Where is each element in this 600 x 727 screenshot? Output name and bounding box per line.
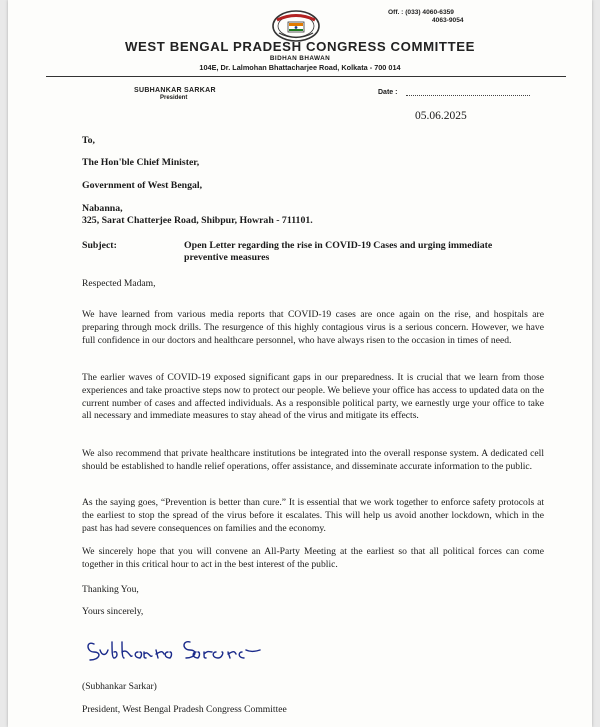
body-paragraph-1: We have learned from various media reports that COVID-19 cases are once again on the rise, and hospitals are preparing through mock drills. The resurgence of this highly contagious virus is a serious concern. However, we have full confidence in our doctors and healthcare personnel, who have always risen to the occasion in times of need.: [82, 309, 544, 346]
signer-name: (Subhankar Sarkar): [82, 681, 157, 692]
subject-line-1: Open Letter regarding the rise in COVID-19 Cases and urging immediate: [184, 240, 493, 251]
body-paragraph-2: The earlier waves of COVID-19 exposed significant gaps in our preparedness. It is crucial that we learn from those experiences and take proactive steps now to protect our people. We believe your office has access to updated data on the current number of cases and affected individuals. As a responsible political party, we earnestly urge your office to take all necessary and immediate measures to stay ahead of the virus and mitigate its effects.: [82, 372, 544, 422]
date-label: Date :: [378, 89, 398, 96]
subject-label: Subject:: [82, 240, 117, 251]
letter-page: [8, 0, 592, 727]
to-label: To,: [82, 135, 95, 146]
congress-emblem-logo: [271, 9, 321, 43]
closing-thanks: Thanking You,: [82, 584, 139, 595]
letterhead-divider: [46, 76, 566, 77]
body-paragraph-5: We sincerely hope that you will convene an All-Party Meeting at the earliest so that all political forces can come together in this critical hour to act in the best interest of the public.: [82, 546, 544, 570]
recipient-line-3: Nabanna,: [82, 203, 123, 214]
letter-date: 05.06.2025: [415, 110, 467, 122]
body-paragraph-3: We also recommend that private healthcare institutions be integrated into the overall response system. A dedicated cell should be established to handle relief operations, offer assistance, and disseminate accurate information to the public.: [82, 448, 544, 472]
office-phone-2: 4063-9054: [432, 17, 464, 24]
president-title: President: [160, 95, 188, 101]
office-phone-1: Off. : (033) 4060-6359: [388, 9, 454, 16]
recipient-line-2: Government of West Bengal,: [82, 180, 203, 191]
recipient-line-4: 325, Sarat Chatterjee Road, Shibpur, Howrah - 711101.: [82, 215, 313, 226]
date-dotted-line: [406, 95, 530, 96]
subject-text: [184, 240, 544, 264]
organization-name: WEST BENGAL PRADESH CONGRESS COMMITTEE: [124, 39, 476, 54]
office-phone-block: [388, 9, 464, 25]
salutation: Respected Madam,: [82, 278, 156, 289]
building-name: BIDHAN BHAWAN: [269, 55, 331, 62]
president-name: SUBHANKAR SARKAR: [134, 87, 216, 94]
recipient-line-1: The Hon'ble Chief Minister,: [82, 157, 200, 168]
body-paragraph-4: As the saying goes, “Prevention is better than cure.” It is essential that we work together to enforce safety protocols at the earliest to stop the spread of the virus before it escalates. This will help us avoid another lockdown, which in the past has had severe consequences on families and the economy.: [82, 497, 544, 534]
closing-sincerely: Yours sincerely,: [82, 606, 144, 617]
handwritten-signature: [82, 630, 272, 670]
subject-line-2: preventive measures: [184, 252, 270, 263]
signer-title: President, West Bengal Pradesh Congress Committee: [82, 704, 287, 715]
organization-address: 104E, Dr. Lalmohan Bhattacharjee Road, Kolkata - 700 014: [199, 63, 401, 72]
